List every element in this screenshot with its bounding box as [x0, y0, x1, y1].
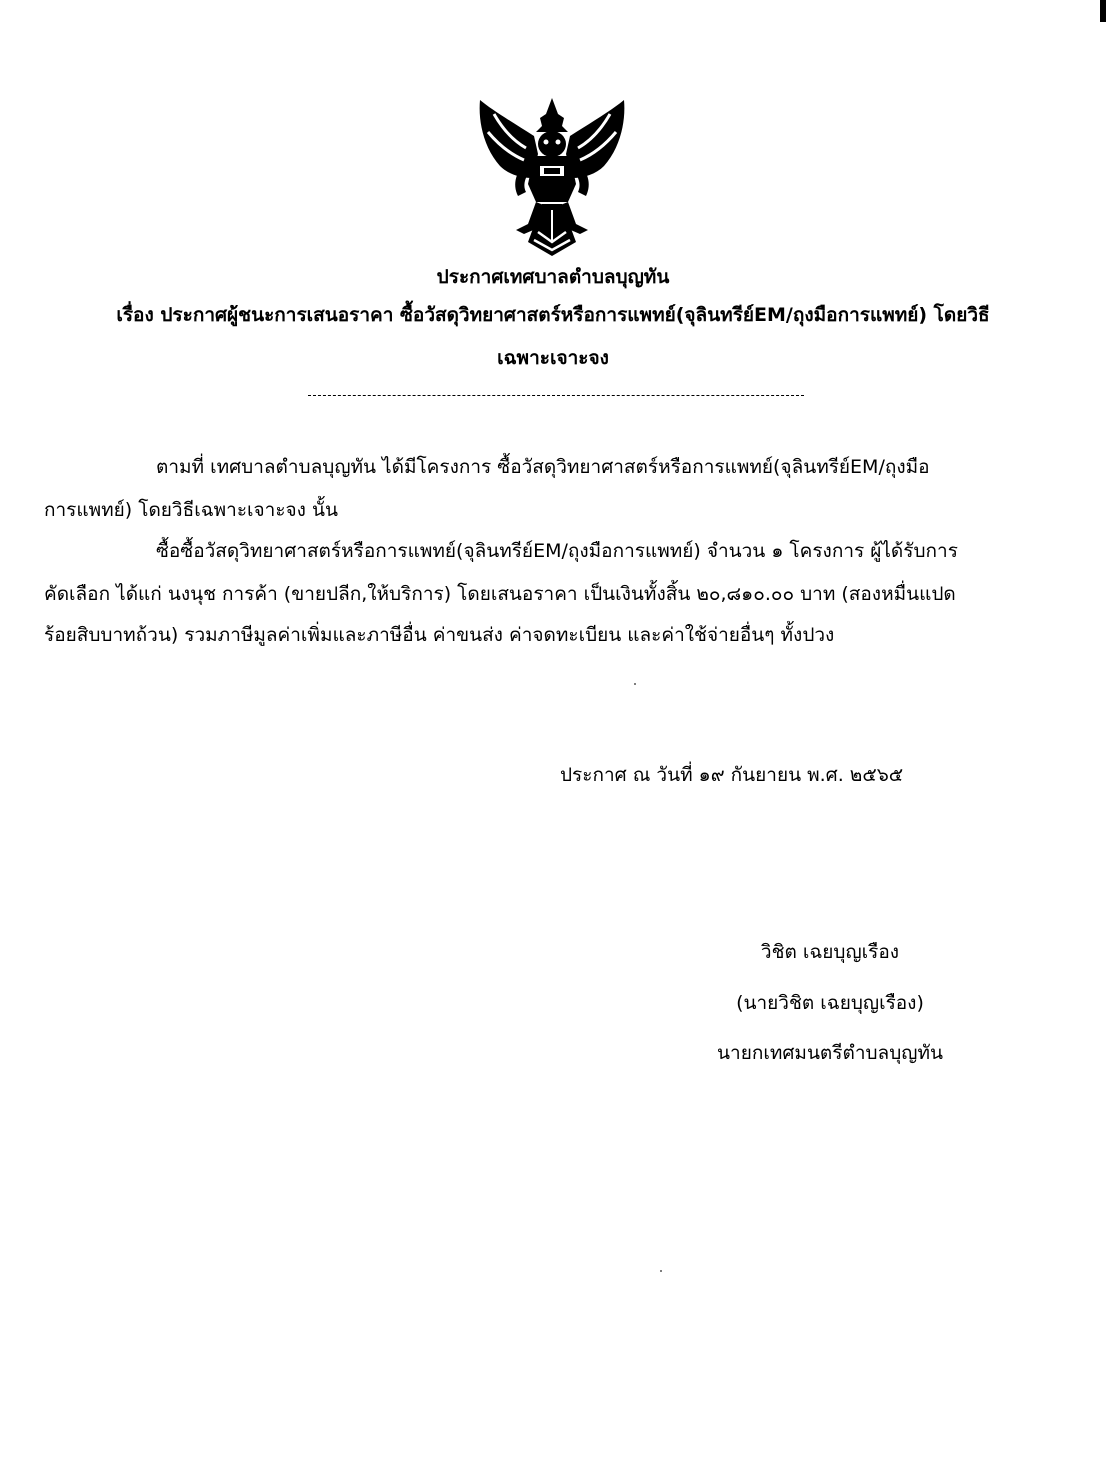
signatory-position: นายกเทศมนตรีตำบลบุญทัน	[717, 1042, 943, 1064]
signature-name: วิชิต เฉยบุญเรือง	[760, 941, 900, 963]
paragraph-1-line-1: ตามที่ เทศบาลตำบลบุญทัน ได้มีโครงการ ซื้อวัสดุวิทยาศาสตร์หรือการแพทย์(จุลินทรีย์EM/ถุงมือ	[156, 456, 930, 478]
announcement-date: ประกาศ ณ วันที่ ๑๙ กันยายน พ.ศ. ๒๕๖๕	[560, 764, 904, 786]
garuda-emblem-icon	[472, 92, 632, 260]
subject-line-2: เฉพาะเจาะจง	[497, 347, 609, 369]
paragraph-2-line-1: ซื้อซื้อวัสดุวิทยาศาสตร์หรือการแพทย์(จุลินทรีย์EM/ถุงมือการแพทย์) จำนวน ๑ โครงการ ผู้ได้รับการ	[156, 540, 958, 562]
scan-speck	[660, 1270, 662, 1272]
separator-rule	[308, 395, 804, 396]
paragraph-1-line-2: การแพทย์) โดยวิธีเฉพาะเจาะจง นั้น	[44, 499, 338, 521]
paragraph-2-line-2: คัดเลือก ได้แก่ นงนุช การค้า (ขายปลีก,ให้บริการ) โดยเสนอราคา เป็นเงินทั้งสิ้น ๒๐,๘๑๐.๐๐ บาท (สองหมื่นแปด	[44, 583, 956, 605]
subject-line-1: เรื่อง ประกาศผู้ชนะการเสนอราคา ซื้อวัสดุวิทยาศาสตร์หรือการแพทย์(จุลินทรีย์EM/ถุงมือการแพทย์) โดยวิธี	[116, 304, 990, 326]
paragraph-2-line-3: ร้อยสิบบาทถ้วน) รวมภาษีมูลค่าเพิ่มและภาษีอื่น ค่าขนส่ง ค่าจดทะเบียน และค่าใช้จ่ายอื่นๆ ทั้งปวง	[44, 624, 835, 646]
scan-edge-mark	[1100, 0, 1106, 22]
signatory-full-name: (นายวิชิต เฉยบุญเรือง)	[736, 992, 924, 1014]
scan-speck	[634, 683, 636, 685]
document-title: ประกาศเทศบาลตำบลบุญทัน	[436, 266, 670, 288]
